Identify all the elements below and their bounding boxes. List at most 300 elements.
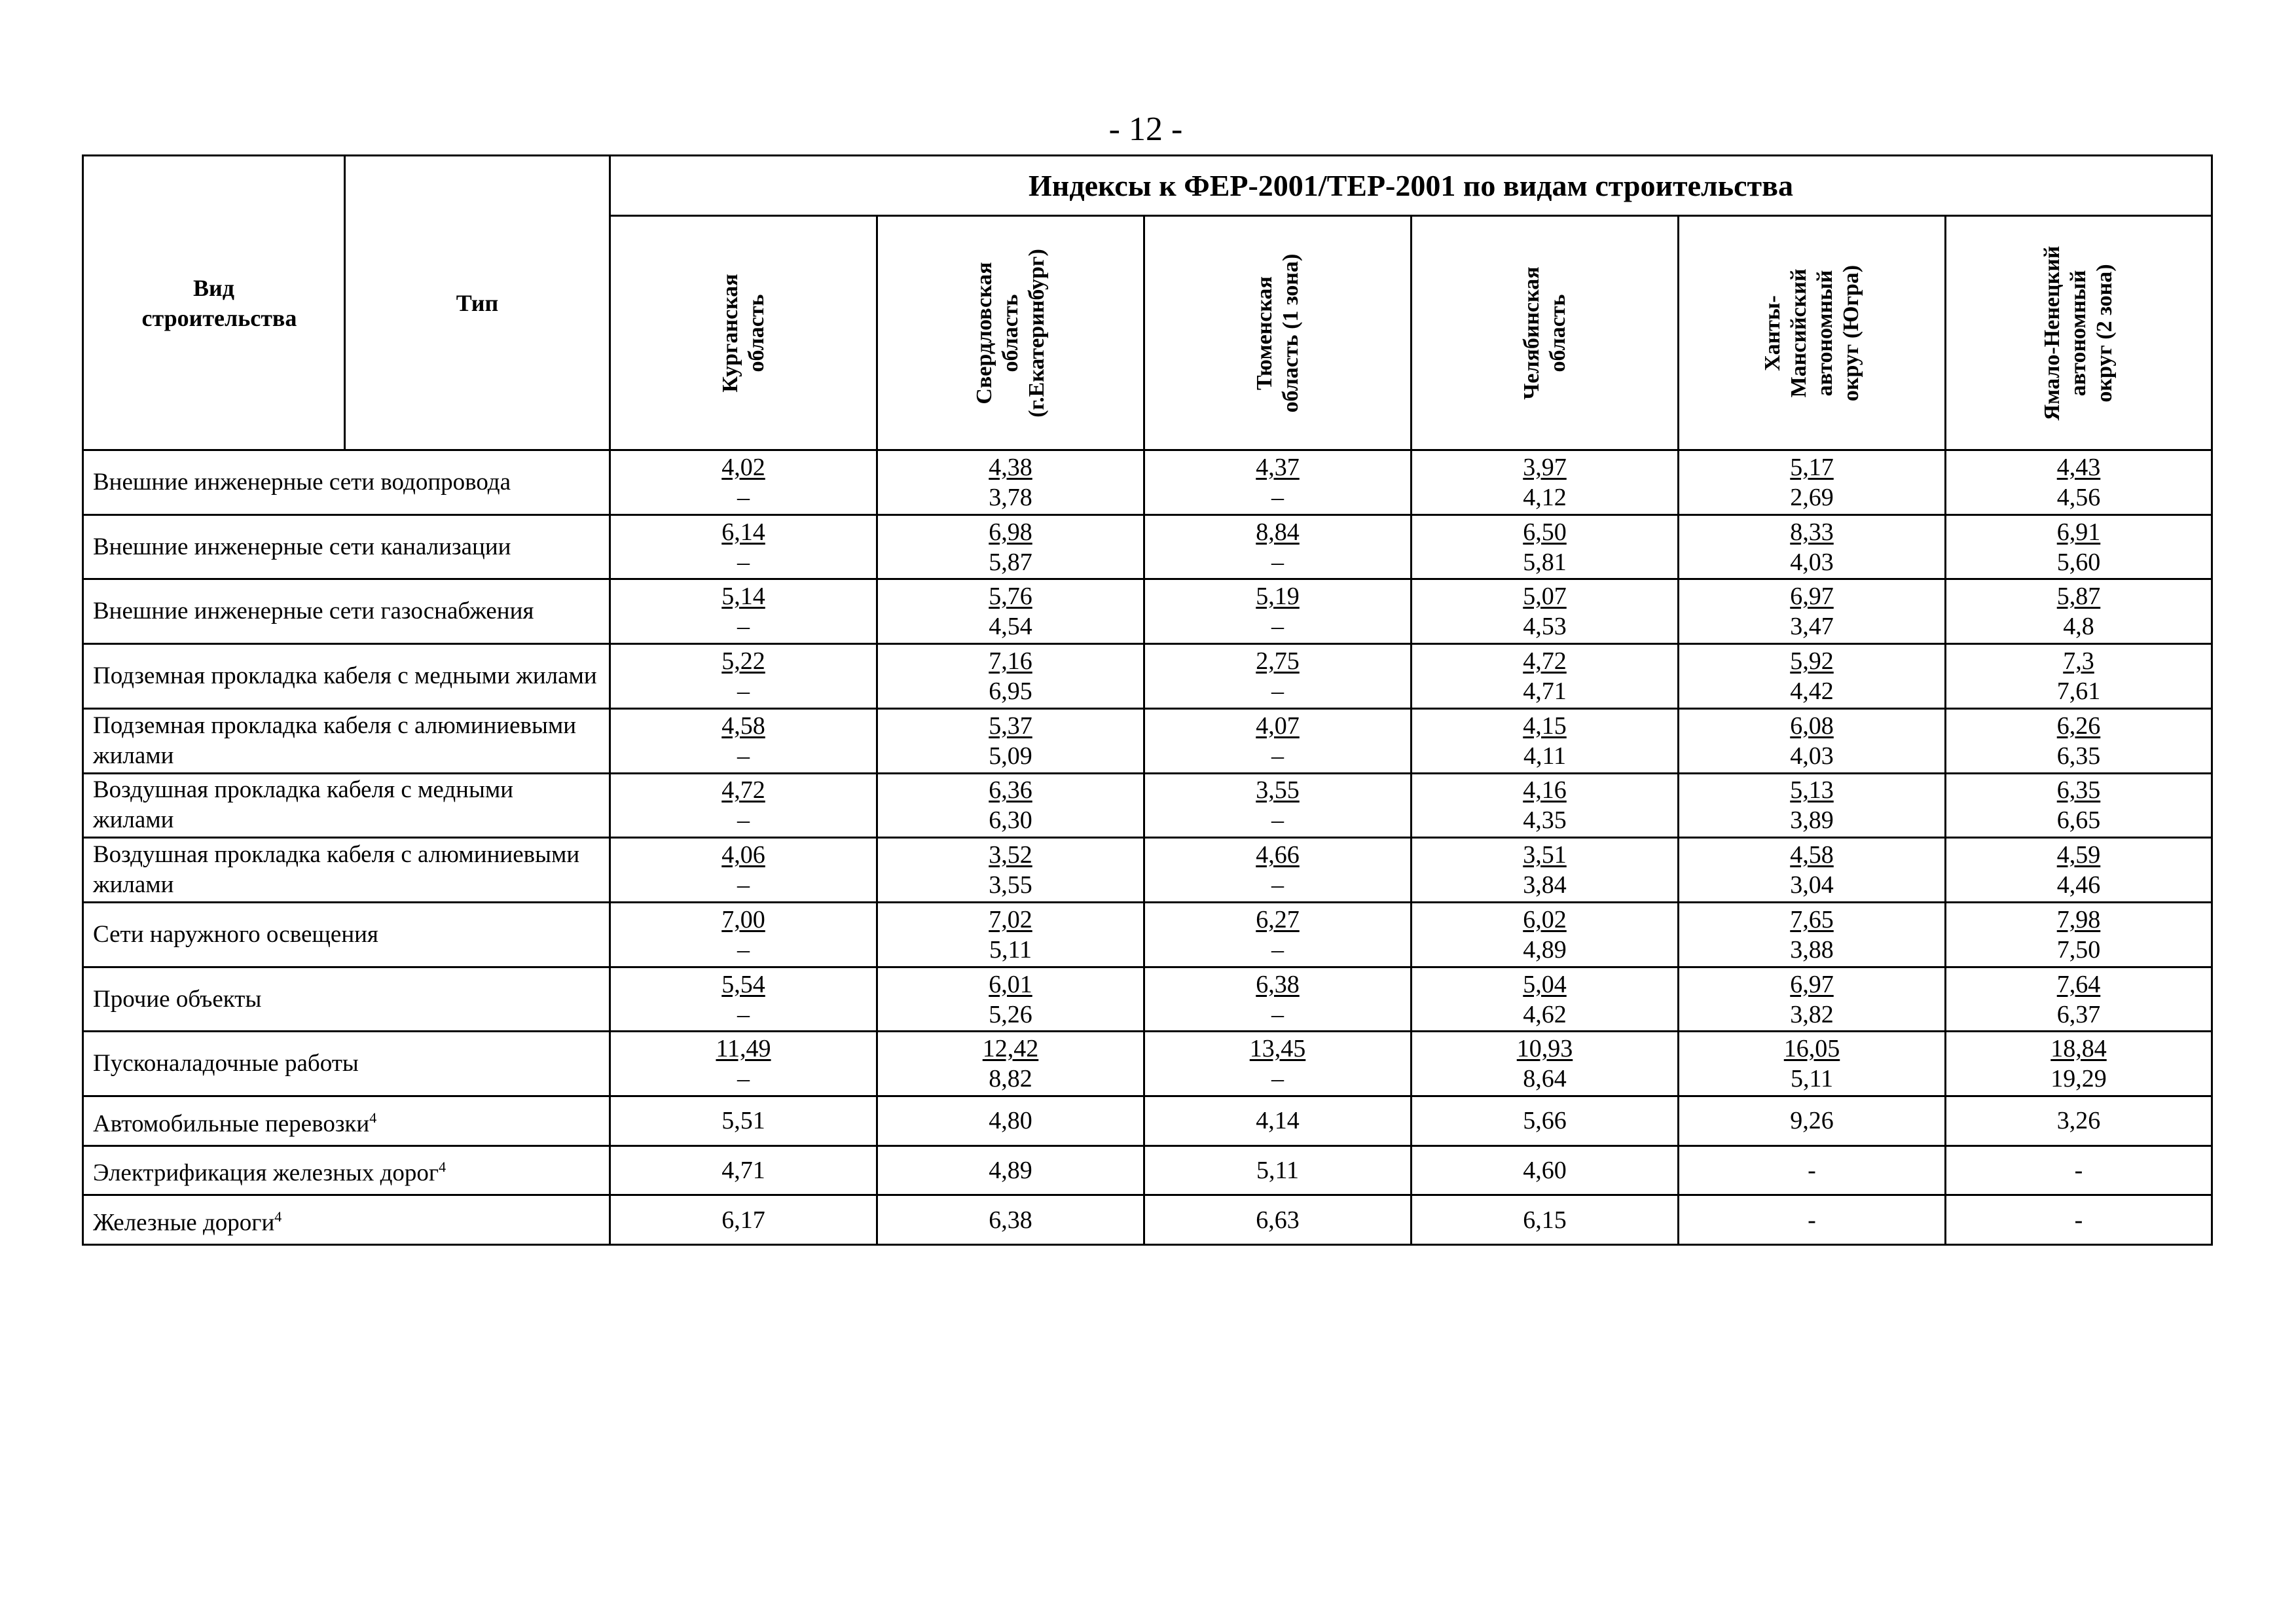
row-name-text: Подземная прокладка кабеля с алюминиевыми жилами [93,712,577,769]
value-numerator: 5,14 [721,583,765,611]
value-numerator: 4,07 [1256,712,1300,740]
value-fraction [2050,1034,2107,1094]
row-name [83,579,610,644]
value-text: 9,26 [1790,1107,1834,1135]
value-numerator: 13,45 [1249,1035,1306,1063]
row-name-text: Подземная прокладка кабеля с медными жилами [93,662,597,690]
table-row [83,838,2212,903]
index-table [82,154,2213,1246]
value-fraction [1517,1034,1573,1094]
value-text: 3,26 [2056,1107,2101,1135]
value-fraction [2057,905,2101,965]
value-cell [610,514,877,579]
region-header-label: Тюменская область (1 зона) [1252,253,1303,412]
row-name-text: Сети наружного освещения [93,920,378,948]
value-denominator: – [737,806,750,835]
value-cell [1679,708,1946,773]
value-numerator: 3,52 [989,841,1032,869]
row-name-text: Автомобильные перевозки [93,1110,370,1138]
value-fraction [1523,711,1567,771]
value-numerator: 6,91 [2056,518,2101,546]
value-numerator: 4,15 [1523,712,1567,740]
value-cell [1946,773,2212,838]
value-denominator: 5,81 [1523,548,1567,576]
value-fraction [1256,517,1300,577]
value-denominator: – [737,1065,750,1093]
value-cell [1946,1032,2212,1096]
value-fraction [1523,581,1567,641]
header-vid-label: Вид строительства [141,274,297,331]
value-fraction [1790,775,1834,835]
value-cell [1412,1146,1679,1195]
value-cell [1946,967,2212,1032]
value-fraction [1256,775,1300,835]
value-numerator: 5,13 [1790,776,1834,804]
value-cell [1412,708,1679,773]
value-numerator: 4,59 [2056,841,2101,869]
table-row [83,773,2212,838]
value-fraction [721,840,765,900]
value-cell [610,838,877,903]
region-header-label: Свердловская область (г.Екатеринбург) [972,248,1049,418]
value-cell [1946,644,2212,709]
value-numerator: 4,02 [721,453,765,481]
value-fraction [989,452,1032,513]
value-denominator: 3,82 [1790,1000,1834,1028]
footnote-mark: 4 [369,1109,377,1126]
value-denominator: 6,65 [2056,806,2101,835]
value-text: 4,71 [721,1157,765,1184]
header-main-title: Индексы к ФЕР-2001/ТЕР-2001 по видам строительства [610,156,2212,216]
value-cell [1679,1032,1946,1096]
value-numerator: 12,42 [982,1035,1039,1063]
value-numerator: 4,16 [1523,776,1567,804]
row-name [83,1146,610,1195]
value-text: 5,51 [721,1107,765,1135]
value-fraction [1790,905,1834,965]
value-numerator: 6,01 [989,970,1032,998]
value-text: - [1808,1157,1816,1184]
value-denominator: 2,69 [1790,483,1834,511]
value-numerator: 6,97 [1790,583,1834,611]
value-cell [610,773,877,838]
value-fraction [989,905,1032,965]
value-fraction [2057,840,2101,900]
row-name-text: Внешние инженерные сети канализации [93,533,511,560]
value-numerator: 4,38 [989,453,1032,481]
value-cell [1144,708,1412,773]
value-fraction [989,840,1032,900]
value-cell [1144,1146,1412,1195]
value-fraction [721,711,765,771]
value-denominator: 4,54 [989,613,1032,641]
value-fraction [1790,452,1834,513]
region-header [1144,216,1412,450]
value-denominator: 6,95 [989,677,1032,706]
value-cell [1679,579,1946,644]
value-text: 6,38 [989,1206,1032,1234]
value-denominator: – [1271,1065,1284,1093]
value-cell [1144,773,1412,838]
value-fraction [721,646,765,706]
value-cell [1144,1195,1412,1245]
value-cell [1679,838,1946,903]
row-name [83,1032,610,1096]
region-header [877,216,1144,450]
value-fraction [983,1034,1039,1094]
value-fraction [1784,1034,1840,1094]
value-text: 6,17 [721,1206,765,1234]
value-cell [1144,450,1412,515]
value-numerator: 5,54 [721,970,765,998]
value-denominator: 4,35 [1523,806,1567,835]
value-cell [877,903,1144,967]
value-denominator: – [1271,483,1284,511]
value-denominator: 3,78 [989,483,1032,511]
value-denominator: 3,55 [989,871,1032,899]
value-numerator: 5,92 [1790,647,1834,676]
value-cell [1144,967,1412,1032]
value-fraction [1790,969,1834,1030]
value-fraction [1523,646,1567,706]
value-numerator: 4,72 [1523,647,1567,676]
value-fraction [1523,452,1567,513]
value-numerator: 7,98 [2056,905,2101,933]
value-numerator: 18,84 [2050,1035,2107,1063]
page-number: - 12 - [1108,111,1183,148]
value-fraction [1256,840,1300,900]
value-denominator: 3,88 [1790,935,1834,964]
value-denominator: 4,03 [1790,742,1834,770]
value-fraction [721,969,765,1030]
value-cell [1144,903,1412,967]
value-cell [610,1195,877,1245]
value-cell [1412,838,1679,903]
value-denominator: – [1271,1000,1284,1028]
value-cell [610,708,877,773]
row-name-text: Пусконаладочные работы [93,1050,359,1077]
value-numerator: 5,76 [989,583,1032,611]
value-denominator: 7,50 [2056,935,2101,964]
row-name-text: Воздушная прокладка кабеля с медными жилами [93,776,514,834]
value-fraction [2057,646,2101,706]
value-fraction [721,517,765,577]
value-numerator: 4,58 [1790,841,1834,869]
value-numerator: 5,04 [1523,970,1567,998]
value-denominator: 3,04 [1790,871,1834,899]
value-denominator: 3,47 [1790,613,1834,641]
value-numerator: 6,08 [1790,712,1834,740]
value-fraction [1790,581,1834,641]
value-denominator: 4,89 [1523,935,1567,964]
value-fraction [989,646,1032,706]
value-fraction [1790,646,1834,706]
row-name [83,514,610,579]
value-denominator: 6,37 [2056,1000,2101,1028]
value-cell [1679,644,1946,709]
value-cell [1412,967,1679,1032]
value-denominator: 5,11 [989,935,1032,964]
value-fraction [1256,711,1300,771]
value-cell [1679,514,1946,579]
value-fraction [1256,646,1300,706]
table-row [83,967,2212,1032]
value-cell [1679,1195,1946,1245]
value-fraction [2057,452,2101,513]
value-fraction [1523,840,1567,900]
table-row [83,514,2212,579]
value-fraction [989,775,1032,835]
row-name-text: Железные дороги [93,1209,275,1236]
value-denominator: 8,64 [1523,1065,1567,1093]
value-numerator: 7,65 [1790,905,1834,933]
value-denominator: – [1271,935,1284,964]
value-numerator: 6,98 [989,518,1032,546]
value-cell [877,514,1144,579]
table-row [83,1096,2212,1146]
value-fraction [1790,711,1834,771]
table-row [83,1195,2212,1245]
value-fraction [716,1034,771,1094]
value-denominator: – [737,548,750,576]
value-cell [610,903,877,967]
value-numerator: 5,22 [721,647,765,676]
value-numerator: 8,33 [1790,518,1834,546]
value-cell [610,967,877,1032]
value-numerator: 5,19 [1256,583,1300,611]
value-cell [1144,838,1412,903]
value-numerator: 6,36 [989,776,1032,804]
value-numerator: 6,50 [1523,518,1567,546]
region-header-label: Ямало-Ненецкий автономный округ (2 зона) [2040,245,2117,420]
value-fraction [721,775,765,835]
value-numerator: 7,64 [2056,970,2101,998]
table-row [83,644,2212,709]
value-fraction [989,969,1032,1030]
value-cell [1412,1096,1679,1146]
value-numerator: 6,35 [2056,776,2101,804]
value-denominator: 3,89 [1790,806,1834,835]
value-denominator: – [1271,742,1284,770]
value-numerator: 5,17 [1790,453,1834,481]
value-fraction [721,905,765,965]
value-cell [1946,838,2212,903]
table-row [83,708,2212,773]
value-numerator: 6,38 [1256,970,1300,998]
row-name [83,644,610,709]
value-cell [877,1195,1144,1245]
value-cell [1679,1146,1946,1195]
value-numerator: 6,27 [1256,905,1300,933]
value-denominator: 4,12 [1523,483,1567,511]
region-header [610,216,877,450]
value-fraction [1256,969,1300,1030]
value-denominator: 4,62 [1523,1000,1567,1028]
value-denominator: 6,30 [989,806,1032,835]
value-cell [1412,1032,1679,1096]
value-denominator: – [1271,613,1284,641]
value-text: 4,60 [1523,1157,1567,1184]
value-cell [877,1032,1144,1096]
value-denominator: – [737,1000,750,1028]
value-cell [1412,579,1679,644]
value-fraction [1256,581,1300,641]
value-numerator: 7,16 [989,647,1032,676]
value-text: 5,66 [1523,1107,1567,1135]
value-numerator: 5,07 [1523,583,1567,611]
value-cell [1946,708,2212,773]
value-cell [877,450,1144,515]
value-numerator: 7,02 [989,905,1032,933]
value-cell [877,773,1144,838]
value-denominator: – [737,677,750,706]
row-name-text: Электрификация железных дорог [93,1159,439,1187]
value-denominator: 4,46 [2056,871,2101,899]
value-numerator: 3,55 [1256,776,1300,804]
value-denominator: 4,03 [1790,548,1834,576]
value-cell [877,967,1144,1032]
value-denominator: 4,53 [1523,613,1567,641]
value-numerator: 11,49 [716,1035,771,1063]
value-cell [1412,903,1679,967]
value-cell [1946,450,2212,515]
value-cell [1412,1195,1679,1245]
value-numerator: 8,84 [1256,518,1300,546]
value-numerator: 4,37 [1256,453,1300,481]
value-numerator: 4,06 [721,841,765,869]
value-fraction [1256,452,1300,513]
value-denominator: 5,09 [989,742,1032,770]
value-cell [1679,1096,1946,1146]
value-text: 6,63 [1256,1206,1300,1234]
value-numerator: 16,05 [1783,1035,1840,1063]
row-name [83,838,610,903]
value-text: 4,14 [1256,1107,1300,1135]
value-cell [1679,903,1946,967]
value-denominator: – [737,483,750,511]
value-denominator: 5,11 [1790,1065,1834,1093]
value-numerator: 4,43 [2056,453,2101,481]
value-text: - [2074,1157,2083,1184]
region-header-label: Челябинская область [1519,266,1570,400]
value-denominator: – [737,613,750,641]
value-numerator: 3,51 [1523,841,1567,869]
value-cell [877,1146,1144,1195]
value-denominator: 5,60 [2056,548,2101,576]
value-denominator: – [1271,677,1284,706]
value-numerator: 10,93 [1516,1035,1573,1063]
value-fraction [721,452,765,513]
value-cell [877,579,1144,644]
value-cell [1412,773,1679,838]
value-numerator: 6,14 [721,518,765,546]
row-name-text: Прочие объекты [93,985,262,1013]
value-fraction [989,711,1032,771]
row-name [83,903,610,967]
value-fraction [1790,517,1834,577]
value-cell [610,450,877,515]
value-numerator: 4,58 [721,712,765,740]
value-denominator: 4,71 [1523,677,1567,706]
value-cell [1946,1146,2212,1195]
value-denominator: 4,56 [2056,483,2101,511]
region-header [1679,216,1946,450]
row-name-text: Внешние инженерные сети водопровода [93,468,511,496]
value-denominator: – [1271,871,1284,899]
value-cell [610,644,877,709]
value-cell [1144,579,1412,644]
value-cell [1946,579,2212,644]
row-name [83,1096,610,1146]
value-fraction [2057,969,2101,1030]
value-text: 5,11 [1256,1157,1300,1184]
region-header [1412,216,1679,450]
value-denominator: 6,35 [2056,742,2101,770]
value-fraction [721,581,765,641]
value-denominator: 7,61 [2056,677,2101,706]
value-denominator: 8,82 [989,1065,1032,1093]
footnote-mark: 4 [439,1159,446,1176]
value-cell [1144,1032,1412,1096]
value-cell [610,1032,877,1096]
value-fraction [989,581,1032,641]
value-fraction [2057,517,2101,577]
value-fraction [1256,905,1300,965]
value-fraction [1523,517,1567,577]
value-fraction [1523,969,1567,1030]
row-name [83,450,610,515]
value-cell [877,1096,1144,1146]
value-numerator: 7,00 [721,905,765,933]
footnote-mark: 4 [274,1208,282,1225]
value-denominator: 19,29 [2050,1065,2107,1093]
value-cell [1412,644,1679,709]
row-name [83,773,610,838]
value-numerator: 4,72 [721,776,765,804]
value-cell [1946,1096,2212,1146]
value-text: - [2074,1206,2083,1234]
row-name [83,967,610,1032]
value-numerator: 6,26 [2056,712,2101,740]
value-cell [1412,514,1679,579]
value-denominator: – [737,935,750,964]
value-cell [1679,773,1946,838]
region-header-label: Курганская область [718,273,769,393]
value-numerator: 5,37 [989,712,1032,740]
value-denominator: 4,8 [2063,613,2094,641]
table-row [83,450,2212,515]
value-cell [877,838,1144,903]
value-text: 4,80 [989,1107,1032,1135]
table-row [83,903,2212,967]
row-name [83,708,610,773]
value-cell [1679,967,1946,1032]
value-cell [1144,644,1412,709]
value-fraction [2057,581,2101,641]
row-name-text: Внешние инженерные сети газоснабжения [93,598,534,625]
value-denominator: 5,87 [989,548,1032,576]
value-cell [1946,903,2212,967]
value-numerator: 2,75 [1256,647,1300,676]
value-text: 4,89 [989,1157,1032,1184]
value-denominator: – [737,871,750,899]
value-text: 6,15 [1523,1206,1567,1234]
value-cell [1679,450,1946,515]
value-cell [610,579,877,644]
value-fraction [989,517,1032,577]
value-denominator: 4,11 [1523,742,1567,770]
value-fraction [2057,775,2101,835]
